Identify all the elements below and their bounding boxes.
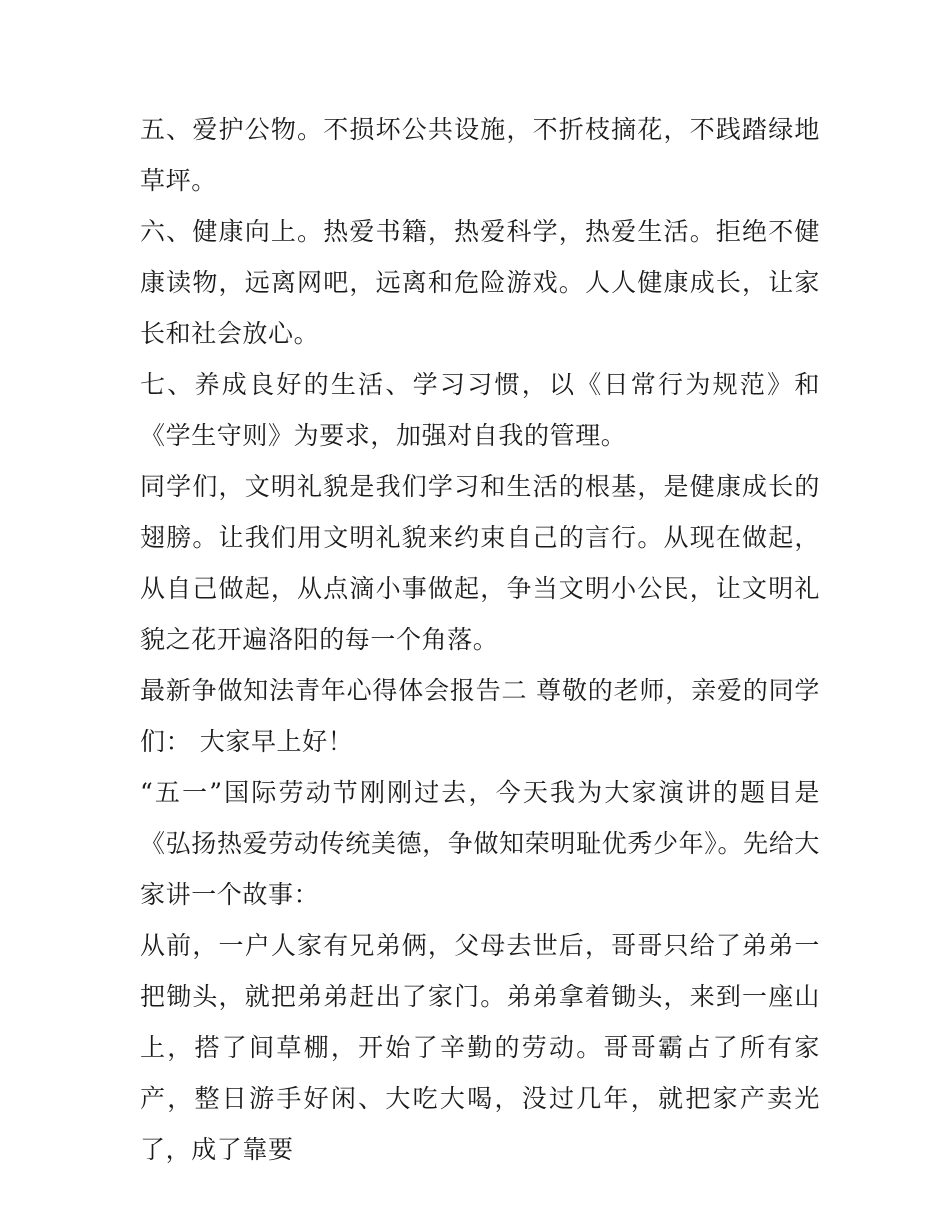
- document-body: [140, 104, 820, 1175]
- paragraph-report-two-greeting: 最新争做知法青年心得体会报告二 尊敬的老师，亲爱的同学们： 大家早上好！: [140, 676, 820, 756]
- paragraph-civility-conclusion: 同学们，文明礼貌是我们学习和生活的根基，是健康成长的翅膀。让我们用文明礼貌来约束自己的言行。从现在做起，从自己做起，从点滴小事做起，争当文明小公民，让文明礼貌之花开遍洛阳的每一个角落。: [140, 472, 820, 654]
- paragraph-6-healthy-growth: 六、健康向上。热爱书籍，热爱科学，热爱生活。拒绝不健康读物，远离网吧，远离和危险游戏。人人健康成长，让家长和社会放心。: [140, 217, 820, 348]
- paragraph-labor-day-speech-title: “五一”国际劳动节刚刚过去，今天我为大家演讲的题目是《弘扬热爱劳动传统美德，争做知荣明耻优秀少年》。先给大家讲一个故事：: [140, 778, 820, 909]
- paragraph-7-good-habits: 七、养成良好的生活、学习习惯，以《日常行为规范》和《学生守则》为要求，加强对自我的管理。: [140, 370, 820, 450]
- paragraph-brothers-story: 从前，一户人家有兄弟俩，父母去世后，哥哥只给了弟弟一把锄头，就把弟弟赶出了家门。弟弟拿着锄头，来到一座山上，搭了间草棚，开始了辛勤的劳动。哥哥霸占了所有家产，整日游手好闲、大吃大喝，没过几年，就把家产卖光了，成了靠要: [140, 931, 820, 1164]
- paragraph-5-protect-public-property: 五、爱护公物。不损坏公共设施，不折枝摘花，不践踏绿地草坪。: [140, 115, 820, 195]
